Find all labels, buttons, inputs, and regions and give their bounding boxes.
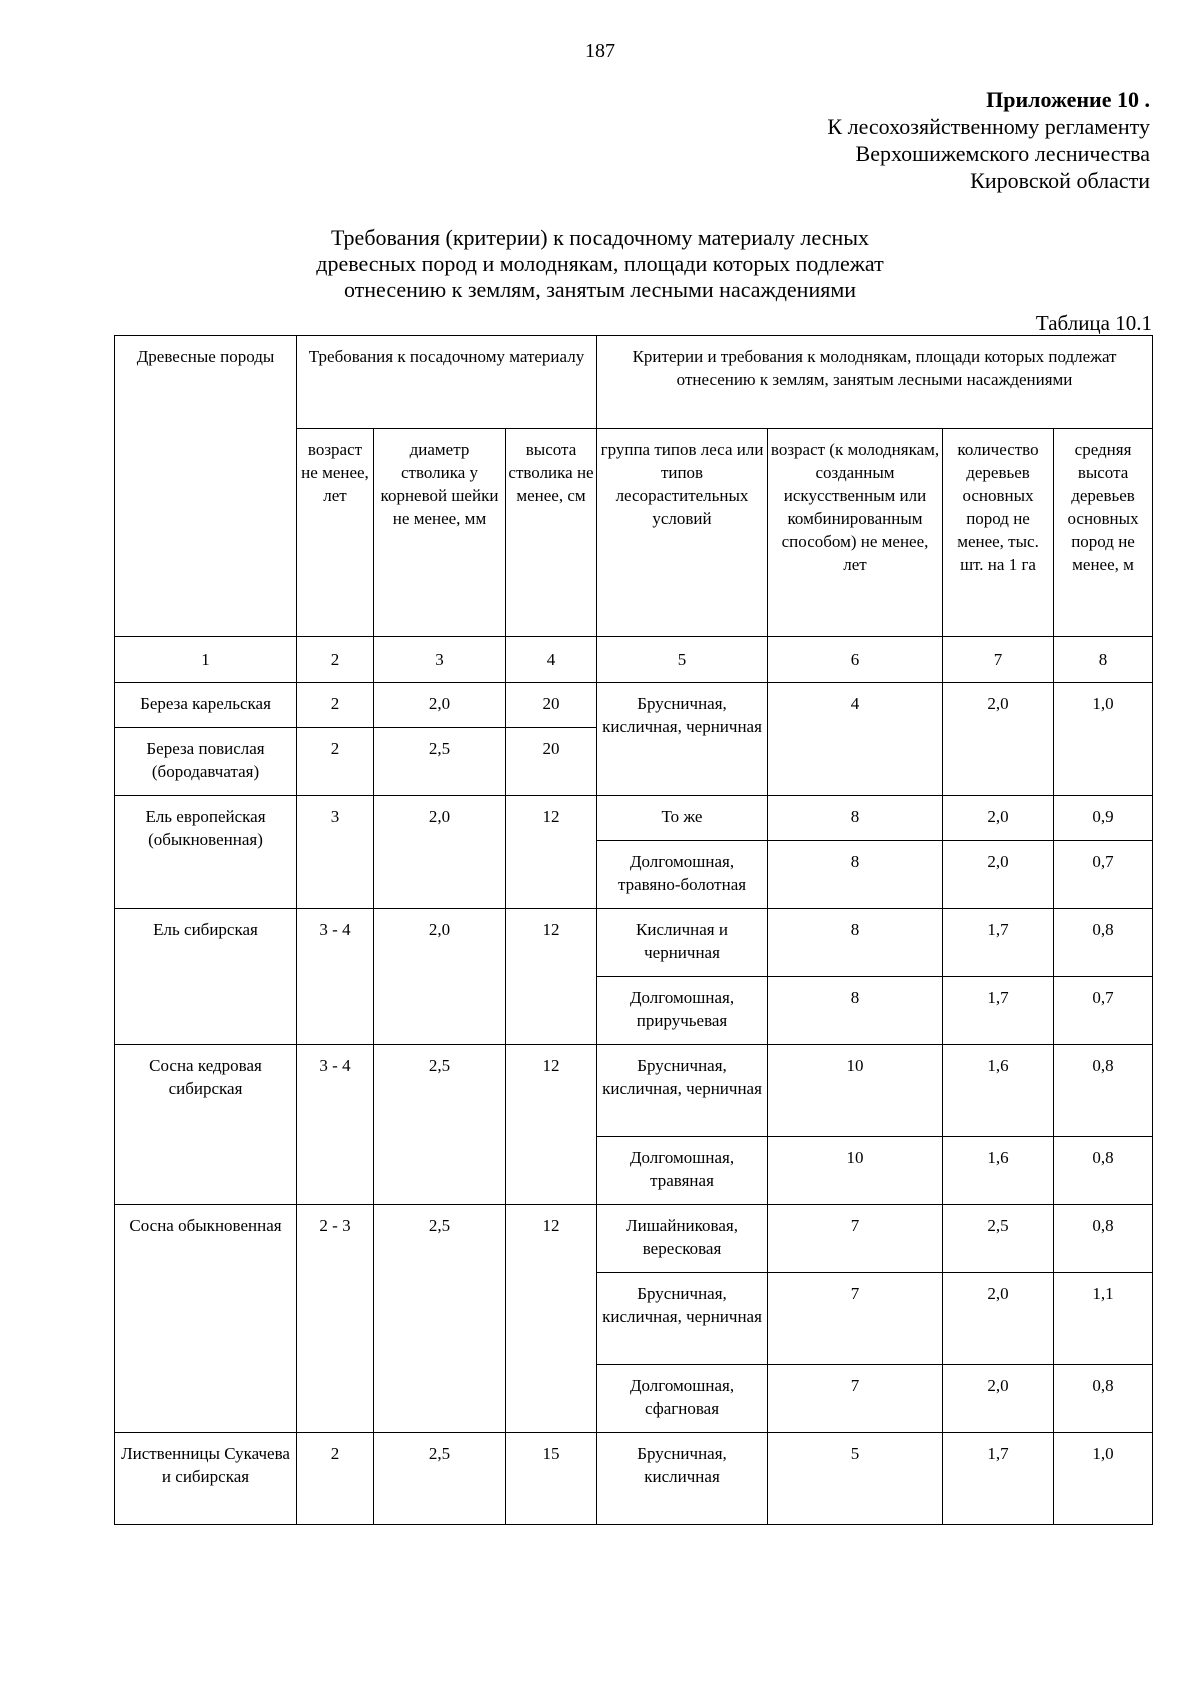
- tree-count-cell: 2,5: [943, 1205, 1054, 1273]
- forest-type-cell: Долгомошная, сфагновая: [597, 1365, 768, 1433]
- appendix-block: [590, 86, 1150, 194]
- height-cell: 12: [506, 1045, 597, 1205]
- header-avg-height: средняя высота деревьев основных пород не менее, м: [1054, 429, 1153, 637]
- tree-count-cell: 1,6: [943, 1137, 1054, 1205]
- species-cell: Береза карельская: [115, 683, 297, 728]
- height-cell: 12: [506, 796, 597, 909]
- title-line-2: древесных пород и молоднякам, площади которых подлежат: [316, 251, 884, 276]
- appendix-title: Приложение 10 .: [986, 87, 1150, 112]
- document-title: [290, 225, 910, 303]
- height-cell: 15: [506, 1433, 597, 1525]
- table-caption: Таблица 10.1: [1035, 311, 1152, 335]
- column-numbers-row: [115, 637, 1153, 683]
- avg-height-cell: 0,8: [1054, 1045, 1153, 1137]
- height-cell: 12: [506, 1205, 597, 1433]
- column-number: 1: [115, 637, 297, 683]
- avg-height-cell: 1,0: [1054, 683, 1153, 796]
- diameter-cell: 2,0: [374, 909, 506, 1045]
- young-age-cell: 10: [768, 1045, 943, 1137]
- young-age-cell: 5: [768, 1433, 943, 1525]
- title-line-1: Требования (критерии) к посадочному материалу лесных: [330, 225, 870, 250]
- species-cell: Лиственницы Сукачева и сибирская: [115, 1433, 297, 1525]
- tree-count-cell: 1,7: [943, 909, 1054, 977]
- avg-height-cell: 0,7: [1054, 841, 1153, 909]
- species-cell: Сосна обыкновенная: [115, 1205, 297, 1433]
- header-young-stands: Критерии и требования к молоднякам, площади которых подлежат отнесению к землям, занятым лесными насаждениями: [597, 336, 1153, 429]
- column-number: 8: [1054, 637, 1153, 683]
- table-row: [115, 683, 1153, 728]
- tree-count-cell: 2,0: [943, 683, 1054, 796]
- diameter-cell: 2,0: [374, 796, 506, 909]
- tree-count-cell: 1,7: [943, 977, 1054, 1045]
- forest-type-cell: Брусничная, кисличная, черничная: [597, 1045, 768, 1137]
- age-cell: 3: [297, 796, 374, 909]
- avg-height-cell: 0,9: [1054, 796, 1153, 841]
- age-cell: 2 - 3: [297, 1205, 374, 1433]
- header-forest-type: группа типов леса или типов лесорастительных условий: [597, 429, 768, 637]
- age-cell: 2: [297, 683, 374, 728]
- species-cell: Береза повислая (бородавчатая): [115, 728, 297, 796]
- forest-type-cell: Кисличная и черничная: [597, 909, 768, 977]
- age-cell: 2: [297, 728, 374, 796]
- forest-type-cell: Лишайниковая, вересковая: [597, 1205, 768, 1273]
- young-age-cell: 8: [768, 841, 943, 909]
- diameter-cell: 2,0: [374, 683, 506, 728]
- avg-height-cell: 0,8: [1054, 1205, 1153, 1273]
- header-row-group: [115, 336, 1153, 429]
- table-row: [115, 1045, 1153, 1137]
- tree-count-cell: 2,0: [943, 841, 1054, 909]
- diameter-cell: 2,5: [374, 1433, 506, 1525]
- avg-height-cell: 1,0: [1054, 1433, 1153, 1525]
- appendix-line-3: Кировской области: [970, 168, 1150, 193]
- appendix-line-2: Верхошижемского лесничества: [855, 141, 1150, 166]
- header-species: Древесные породы: [115, 336, 297, 637]
- forest-type-cell: Брусничная, кисличная, черничная: [597, 1273, 768, 1365]
- tree-count-cell: 2,0: [943, 1365, 1054, 1433]
- tree-count-cell: 1,7: [943, 1433, 1054, 1525]
- diameter-cell: 2,5: [374, 728, 506, 796]
- avg-height-cell: 0,7: [1054, 977, 1153, 1045]
- table-row: [115, 909, 1153, 977]
- column-number: 3: [374, 637, 506, 683]
- young-age-cell: 8: [768, 909, 943, 977]
- column-number: 7: [943, 637, 1054, 683]
- age-cell: 2: [297, 1433, 374, 1525]
- avg-height-cell: 1,1: [1054, 1273, 1153, 1365]
- avg-height-cell: 0,8: [1054, 1365, 1153, 1433]
- column-number: 6: [768, 637, 943, 683]
- species-cell: Ель сибирская: [115, 909, 297, 1045]
- young-age-cell: 8: [768, 796, 943, 841]
- table-row: [115, 1433, 1153, 1525]
- header-tree-count: количество деревьев основных пород не менее, тыс. шт. на 1 га: [943, 429, 1054, 637]
- table-row: [115, 1205, 1153, 1273]
- page-number: 187: [585, 40, 615, 62]
- header-young-age: возраст (к молоднякам, созданным искусственным или комбинированным способом) не менее, лет: [768, 429, 943, 637]
- tree-count-cell: 2,0: [943, 1273, 1054, 1365]
- young-age-cell: 7: [768, 1205, 943, 1273]
- table-row: [115, 796, 1153, 841]
- young-age-cell: 7: [768, 1365, 943, 1433]
- young-age-cell: 8: [768, 977, 943, 1045]
- forest-type-cell: Долгомошная, травяно-болотная: [597, 841, 768, 909]
- column-number: 5: [597, 637, 768, 683]
- column-number: 2: [297, 637, 374, 683]
- forest-type-cell: Долгомошная, приручьевая: [597, 977, 768, 1045]
- title-line-3: отнесению к землям, занятым лесными насаждениями: [343, 277, 857, 302]
- forest-type-cell: Брусничная, кисличная: [597, 1433, 768, 1525]
- height-cell: 20: [506, 683, 597, 728]
- tree-count-cell: 1,6: [943, 1045, 1054, 1137]
- forest-type-cell: Брусничная, кисличная, черничная: [597, 683, 768, 796]
- avg-height-cell: 0,8: [1054, 909, 1153, 977]
- requirements-table: [114, 335, 1153, 1525]
- young-age-cell: 4: [768, 683, 943, 796]
- tree-count-cell: 2,0: [943, 796, 1054, 841]
- appendix-line-1: К лесохозяйственному регламенту: [827, 114, 1150, 139]
- young-age-cell: 10: [768, 1137, 943, 1205]
- avg-height-cell: 0,8: [1054, 1137, 1153, 1205]
- species-cell: Сосна кедровая сибирская: [115, 1045, 297, 1205]
- young-age-cell: 7: [768, 1273, 943, 1365]
- age-cell: 3 - 4: [297, 909, 374, 1045]
- header-age: возраст не менее, лет: [297, 429, 374, 637]
- header-height: высота стволика не менее, см: [506, 429, 597, 637]
- column-number: 4: [506, 637, 597, 683]
- header-planting-material: Требования к посадочному материалу: [297, 336, 597, 429]
- age-cell: 3 - 4: [297, 1045, 374, 1205]
- header-diameter: диаметр стволика у корневой шейки не менее, мм: [374, 429, 506, 637]
- height-cell: 12: [506, 909, 597, 1045]
- forest-type-cell: Долгомошная, травяная: [597, 1137, 768, 1205]
- height-cell: 20: [506, 728, 597, 796]
- species-cell: Ель европейская (обыкновенная): [115, 796, 297, 909]
- diameter-cell: 2,5: [374, 1205, 506, 1433]
- diameter-cell: 2,5: [374, 1045, 506, 1205]
- forest-type-cell: То же: [597, 796, 768, 841]
